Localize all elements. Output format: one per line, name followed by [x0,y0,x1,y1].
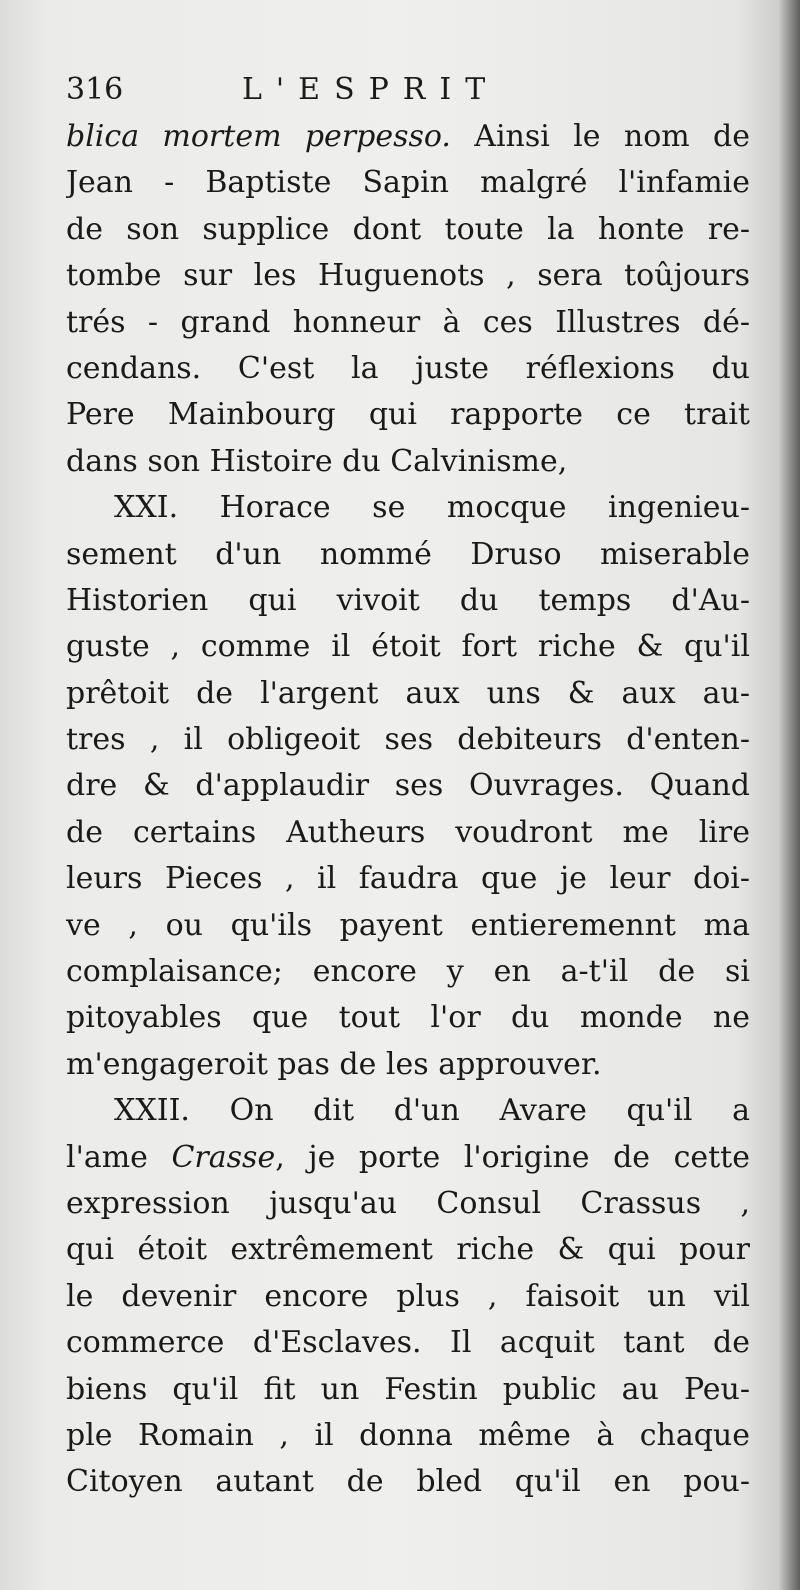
page-header [66,70,746,120]
text-line: ple Romain , il donna même à chaque [66,1417,750,1453]
text-line: Citoyen autant de bled qu'il en pou- [66,1464,750,1500]
text-line: leurs Pieces , il faudra que je leur doi- [66,861,750,897]
text-line: de certains Autheurs voudront me lire [66,814,750,850]
text-line: XXII. On dit d'un Avare qu'il a [114,1093,750,1129]
text-line: m'engageroit pas de les approuver. [66,1046,602,1082]
text-line: cendans. C'est la juste réflexions du [66,350,750,386]
text-line: de son supplice dont toute la honte re- [66,211,750,247]
text-line: le devenir encore plus , faisoit un vil [66,1278,750,1314]
text-line: Historien qui vivoit du temps d'Au- [66,582,750,618]
text-line: XXI. Horace se mocque ingenieu- [114,490,750,526]
text-line: Pere Mainbourg qui rapporte ce trait [66,397,750,433]
text-line: l'ame Crasse, je porte l'origine de cette [66,1139,750,1175]
text-line: trés - grand honneur à ces Illustres dé- [66,304,750,340]
text-line: guste , comme il étoit fort riche & qu'il [66,629,750,665]
running-title: L'ESPRIT [242,72,500,107]
text-line: pitoyables que tout l'or du monde ne [66,1000,750,1036]
text-line: prêtoit de l'argent aux uns & aux au- [66,675,750,711]
text-line: dre & d'applaudir ses Ouvrages. Quand [66,768,750,804]
text-line: tombe sur les Huguenots , sera toûjours [66,258,750,294]
text-line: commerce d'Esclaves. Il acquit tant de [66,1325,750,1361]
text-line: blica mortem perpesso. Ainsi le nom de [66,119,750,154]
text-line: qui étoit extrêmement riche & qui pour [66,1232,750,1268]
text-line: dans son Histoire du Calvinisme, [66,443,568,479]
text-line: sement d'un nommé Druso miserable [66,536,750,572]
text-line: expression jusqu'au Consul Crassus , [66,1185,750,1221]
text-line: ve , ou qu'ils payent entieremennt ma [66,907,750,943]
body-text [66,114,750,1506]
text-line: tres , il obligeoit ses debiteurs d'enten- [66,722,750,758]
text-line: biens qu'il fit un Festin public au Peu- [66,1371,750,1407]
page-number: 316 [66,72,124,107]
text-line: Jean - Baptiste Sapin malgré l'infamie [66,165,750,201]
text-line: complaisance; encore y en a-t'il de si [66,954,750,990]
page-gutter-shadow [778,0,800,1590]
